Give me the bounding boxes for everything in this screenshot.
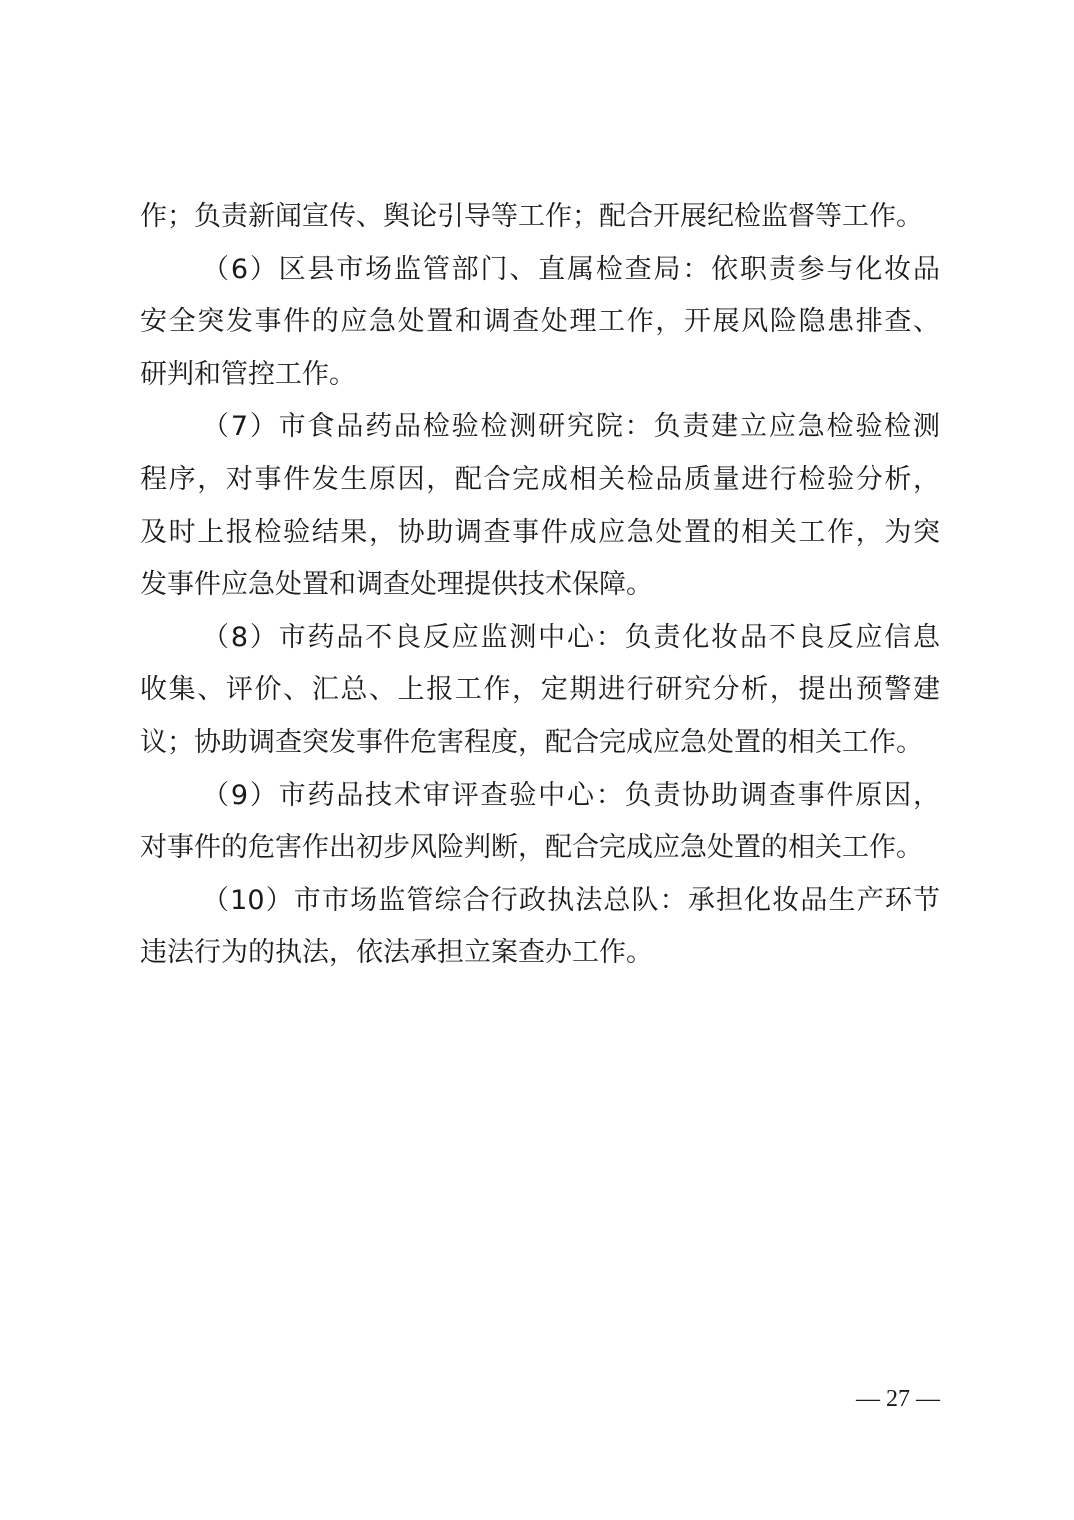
text-line: 收集、评价、汇总、上报工作，定期进行研究分析，提出预警建: [140, 674, 940, 706]
text-line: 作；负责新闻宣传、舆论引导等工作；配合开展纪检监督等工作。: [140, 201, 923, 232]
page-number: — 27 —: [856, 1386, 940, 1412]
text-line: （9）市药品技术审评查验中心：负责协助调查事件原因，: [202, 779, 940, 811]
paragraph-continuation: [140, 191, 940, 244]
text-line: 发事件应急处置和调查处理提供技术保障。: [140, 569, 653, 601]
paragraph-item-7: [140, 401, 940, 611]
text-line: 违法行为的执法，依法承担立案查办工作。: [140, 937, 653, 969]
text-line: 安全突发事件的应急处置和调查处理工作，开展风险隐患排查、: [140, 306, 940, 338]
text-line: （6）区县市场监管部门、直属检查局：依职责参与化妆品: [202, 253, 940, 285]
text-line: （10）市市场监管综合行政执法总队：承担化妆品生产环节: [202, 884, 940, 916]
text-line: 研判和管控工作。: [140, 358, 356, 390]
paragraph-item-6: [140, 244, 940, 402]
text-line: 程序，对事件发生原因，配合完成相关检品质量进行检验分析，: [140, 463, 940, 495]
text-line: （7）市食品药品检验检测研究院：负责建立应急检验检测: [202, 411, 940, 443]
paragraph-item-9: [140, 770, 940, 875]
text-line: 对事件的危害作出初步风险判断，配合完成应急处置的相关工作。: [140, 832, 923, 864]
paragraph-item-8: [140, 612, 940, 770]
paragraph-item-10: [140, 875, 940, 980]
text-line: （8）市药品不良反应监测中心：负责化妆品不良反应信息: [202, 621, 940, 653]
text-line: 议；协助调查突发事件危害程度，配合完成应急处置的相关工作。: [140, 726, 923, 758]
body-text: [140, 191, 940, 980]
text-line: 及时上报检验结果，协助调查事件成应急处置的相关工作，为突: [140, 516, 940, 548]
